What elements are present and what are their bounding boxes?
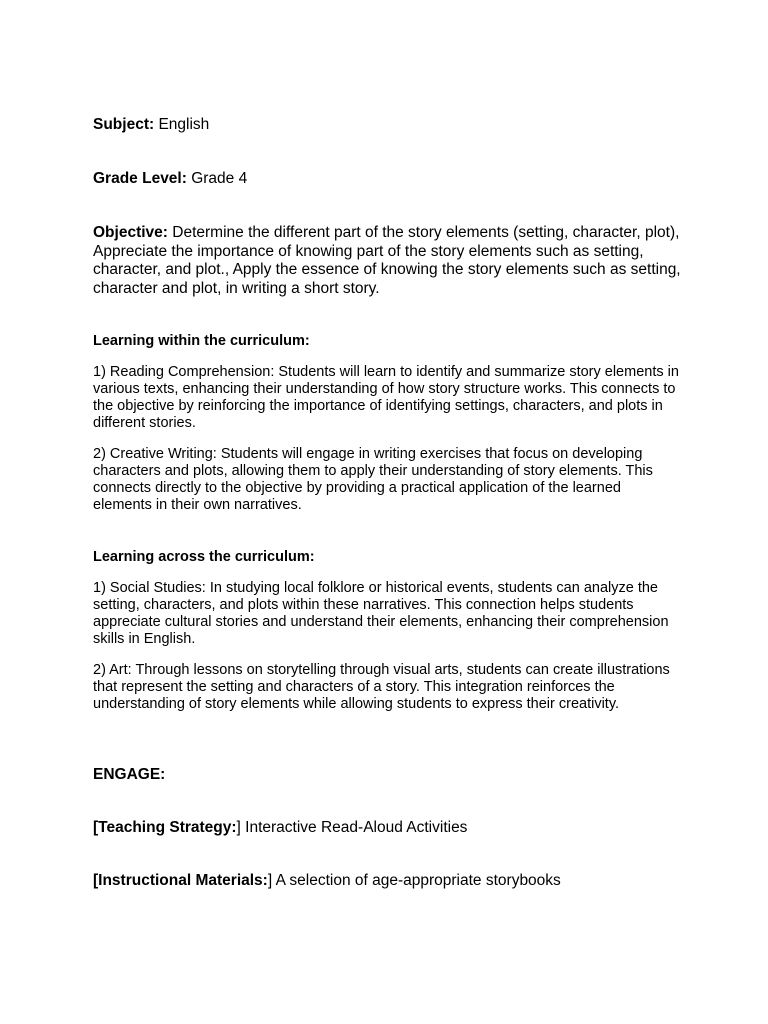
engage-heading: ENGAGE: — [93, 766, 166, 783]
grade-level-label: Grade Level: — [93, 170, 187, 187]
within-item-reading: 1) Reading Comprehension: Students will learn to identify and summarize story elements in various texts, enhancing their understanding of how story structure works. This connects to the objective by reinforcing the importance of identifying settings, characters, and plots in different stories. — [93, 364, 679, 431]
objective-paragraph — [93, 224, 683, 298]
within-item-writing: 2) Creative Writing: Students will engage in writing exercises that focus on developing characters and plots, allowing them to apply their understanding of story elements. This connects directly to the objective by providing a practical application of the learned elements in their own narratives. — [93, 446, 653, 513]
subject-value: English — [158, 116, 210, 133]
grade-level-line — [93, 170, 683, 189]
within-curriculum-heading: Learning within the curriculum: — [93, 333, 310, 349]
grade-level-value: Grade 4 — [191, 170, 248, 187]
instructional-materials-label: [Instructional Materials: — [93, 872, 268, 889]
teaching-strategy-value: ] Interactive Read-Aloud Activities — [236, 819, 468, 836]
teaching-strategy-line — [93, 819, 683, 838]
teaching-strategy-label: [Teaching Strategy: — [93, 819, 237, 836]
across-curriculum-heading: Learning across the curriculum: — [93, 549, 315, 565]
instructional-materials-line — [93, 872, 683, 891]
objective-label: Objective: — [93, 224, 168, 241]
across-item-social-studies: 1) Social Studies: In studying local folklore or historical events, students can analyze the setting, characters, and plots within these narratives. This connection helps students appreciate cultural stories and understand their elements, enhancing their comprehension skills in English. — [93, 580, 669, 647]
subject-line — [93, 116, 683, 135]
subject-label: Subject: — [93, 116, 155, 133]
instructional-materials-value: ] A selection of age-appropriate storybooks — [267, 872, 561, 889]
across-item-art: 2) Art: Through lessons on storytelling through visual arts, students can create illustrations that represent the setting and characters of a story. This integration reinforces the understanding of story elements while allowing students to express their creativity. — [93, 662, 670, 712]
objective-value: Determine the different part of the story elements (setting, character, plot), Appreciate the importance of knowing part of the story elements such as setting, character, and plot., Apply the essence of knowing the story elements such as setting, character and plot, in writing a short story. — [93, 224, 681, 297]
